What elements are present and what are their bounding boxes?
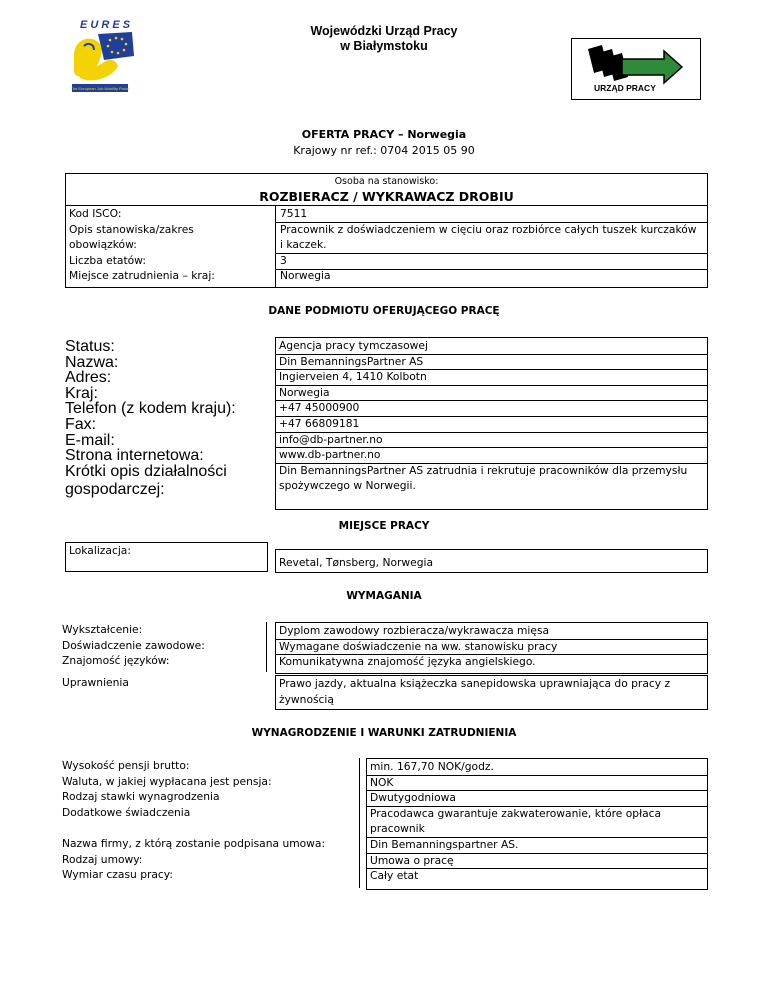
licence-value-box xyxy=(275,675,708,710)
value-working-time: Cały etat xyxy=(370,869,419,883)
label-positions-count: Liczba etatów: xyxy=(69,253,146,267)
label-benefits: Dodatkowe świadczenia xyxy=(62,805,191,819)
label-contract-company: Nazwa firmy, z którą zostanie podpisana umowa: xyxy=(62,836,326,850)
value-email[interactable]: info@db-partner.no xyxy=(279,432,383,446)
value-employment-country: Norwegia xyxy=(280,269,331,283)
value-positions-count: 3 xyxy=(280,253,287,267)
eures-tagline: The European Job Mobility Portal xyxy=(70,86,130,91)
value-phone[interactable]: +47 45000900 xyxy=(279,401,360,415)
label-currency: Waluta, w jakiej wypłacana jest pensja: xyxy=(62,774,272,788)
value-rate-type: Dwutygodniowa xyxy=(370,791,456,805)
requirements-values xyxy=(276,623,707,670)
position-caption: Osoba na stanowisko: xyxy=(334,176,439,187)
place-label-box xyxy=(65,542,268,572)
value-fax: +47 66809181 xyxy=(279,416,360,430)
office-line-1: Wojewódzki Urząd Pracy xyxy=(310,24,458,38)
value-languages: Komunikatywna znajomość języka angielskiego. xyxy=(279,655,536,669)
salary-values xyxy=(367,759,707,884)
value-gross-salary: min. 167,70 NOK/godz. xyxy=(370,760,494,773)
label-business-description: Krótki opis działalności gospodarczej: xyxy=(65,462,227,498)
eures-logo-graphic xyxy=(60,16,138,96)
label-experience: Doświadczenie zawodowe: xyxy=(62,638,205,652)
label-rate-type: Rodzaj stawki wynagrodzenia xyxy=(62,790,220,804)
label-fax: Fax: xyxy=(65,415,97,433)
employer-labels xyxy=(62,338,272,498)
urzad-pracy-logo xyxy=(571,38,701,100)
label-website: Strona internetowa: xyxy=(65,447,204,465)
label-working-time: Wymiar czasu pracy: xyxy=(62,868,173,882)
value-business-description: Din BemanningsPartner AS zatrudnia i rekrutuje pracowników dla przemysłu spożywczego w Norwegii. xyxy=(279,463,688,493)
label-education: Wykształcenie: xyxy=(62,623,143,636)
requirements-heading: WYMAGANIA xyxy=(346,590,422,602)
label-phone: Telefon (z kodem kraju): xyxy=(65,400,236,418)
label-duties: Opis stanowiska/zakres obowiązków: xyxy=(69,222,194,252)
label-email: E-mail: xyxy=(65,431,115,449)
value-isco: 7511 xyxy=(280,207,308,220)
requirements-values-box xyxy=(275,622,708,674)
place-label: Lokalizacja: xyxy=(69,544,131,557)
label-country: Kraj: xyxy=(65,384,98,402)
label-contract-type: Rodzaj umowy: xyxy=(62,852,143,866)
offer-reference: Krajowy nr ref.: 0704 2015 05 90 xyxy=(293,144,475,157)
value-education: Dyplom zawodowy rozbieracza/wykrawacza mięsa xyxy=(279,624,550,637)
label-languages: Znajomość języków: xyxy=(62,654,170,668)
position-values xyxy=(277,206,697,284)
value-country: Norwegia xyxy=(279,385,330,399)
position-table xyxy=(65,173,708,288)
employer-values-box xyxy=(275,337,708,510)
value-website[interactable]: www.db-partner.no xyxy=(279,448,381,462)
place-heading: MIEJSCE PRACY xyxy=(338,520,430,532)
office-line-2: w Białymstoku xyxy=(340,39,428,53)
offer-title: OFERTA PRACY – Norwegia xyxy=(301,128,467,141)
label-employment-country: Miejsce zatrudnienia – kraj: xyxy=(69,269,215,283)
eures-logo-text: E U R E S xyxy=(80,19,131,31)
salary-labels xyxy=(62,758,359,883)
value-currency: NOK xyxy=(370,775,394,789)
label-address: Adres: xyxy=(65,369,112,387)
value-status: Agencja pracy tymczasowej xyxy=(279,339,428,352)
value-company-name: Din BemanningsPartner AS xyxy=(279,354,424,368)
salary-labels-box xyxy=(62,758,360,888)
employer-heading: DANE PODMIOTU OFERUJĄCEGO PRACĘ xyxy=(268,305,500,317)
place-value: Revetal, Tønsberg, Norwegia xyxy=(279,556,434,569)
value-address: Ingierveien 4, 1410 Kolbotn xyxy=(279,370,427,384)
value-experience: Wymagane doświadczenie na ww. stanowisku pracy xyxy=(279,639,558,653)
value-benefits: Pracodawca gwarantuje zakwaterowanie, które opłaca pracownik xyxy=(370,806,662,836)
value-contract-type: Umowa o pracę xyxy=(370,853,454,867)
place-value-box xyxy=(275,549,708,573)
value-contract-company: Din Bemanningspartner AS. xyxy=(370,837,519,851)
position-name: ROZBIERACZ / WYKRAWACZ DROBIU xyxy=(259,189,514,204)
value-licences: Prawo jazdy, aktualna książeczka sanepidowska uprawniająca do pracy z żywnością xyxy=(279,677,671,706)
salary-values-box xyxy=(366,758,708,890)
urzad-pracy-logo-graphic xyxy=(572,39,700,99)
label-company-name: Nazwa: xyxy=(65,353,119,371)
requirements-labels-box xyxy=(62,622,267,672)
label-status: Status: xyxy=(65,338,115,355)
label-isco: Kod ISCO: xyxy=(69,207,122,220)
position-labels xyxy=(66,206,271,284)
urzad-pracy-logo-text: URZĄD PRACY xyxy=(594,83,656,93)
label-gross-salary: Wysokość pensji brutto: xyxy=(62,759,190,772)
label-licences: Uprawnienia xyxy=(62,676,129,689)
eures-logo xyxy=(60,16,138,96)
licence-label-box xyxy=(62,675,266,707)
value-duties: Pracownik z doświadczeniem w cięciu oraz rozbiórce całych tuszek kurczaków i kaczek. xyxy=(280,222,697,252)
offer-title-block xyxy=(0,127,768,159)
salary-heading: WYNAGRODZENIE I WARUNKI ZATRUDNIENIA xyxy=(251,727,517,739)
requirements-labels xyxy=(62,622,266,669)
